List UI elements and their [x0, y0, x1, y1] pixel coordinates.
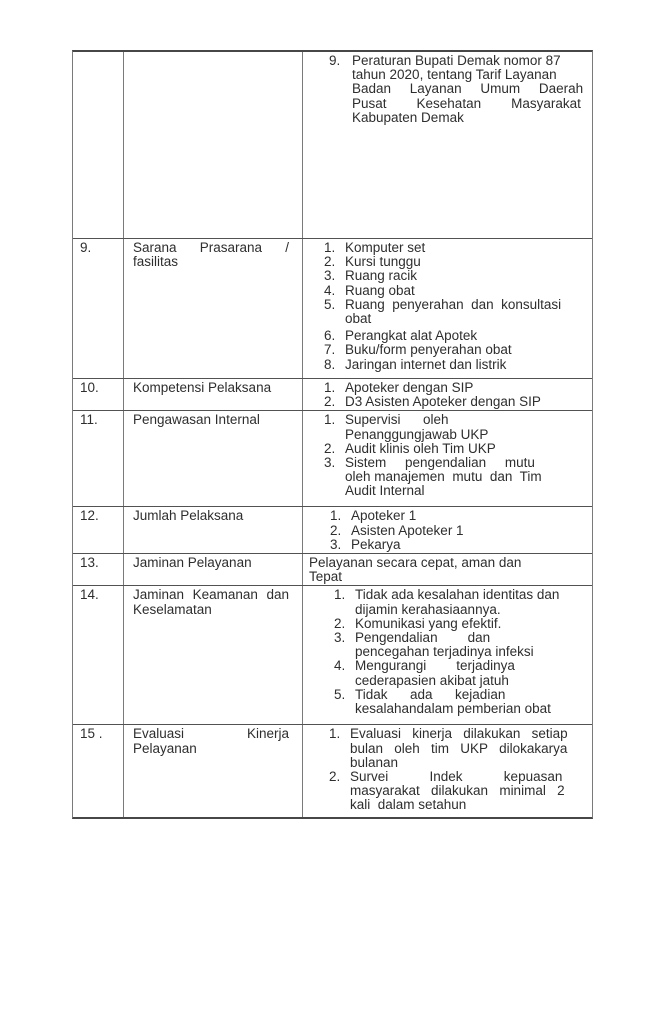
service-standard-table [72, 50, 593, 819]
plain-text-line: Tepat [309, 569, 343, 585]
table-row [73, 554, 592, 586]
list-item-line: masyarakat dilakukan minimal 2 [350, 783, 565, 799]
table-row [73, 725, 592, 817]
table-row [73, 411, 592, 507]
row-number-cell [73, 239, 124, 378]
list-item-line: Peraturan Bupati Demak nomor 87 [352, 53, 561, 68]
list-item-text [345, 358, 584, 372]
list-item-line: kesalahandalam pemberian obat [355, 701, 551, 717]
list-item-text [345, 241, 584, 255]
list-item-line: Pengendalian dan [355, 630, 491, 646]
list-item-line: Buku/form penyerahan obat [345, 342, 512, 358]
list-item-text [355, 688, 584, 716]
list-item [329, 770, 584, 813]
list-item-text [345, 298, 584, 326]
list-item-line: Tidak ada kesalahan identitas dan [355, 587, 560, 603]
list-item-text [351, 524, 584, 538]
row-label-line: Pelayanan [133, 740, 197, 756]
list-item-number: 2. [324, 254, 336, 270]
list-item [324, 381, 584, 395]
list-item-line: Perangkat alat Apotek [345, 328, 478, 344]
plain-text [303, 556, 584, 584]
list-item-number: 3. [334, 630, 346, 646]
list-item-number: 2. [334, 615, 346, 631]
row-label-line: Pengawasan Internal [133, 412, 260, 428]
list-item [324, 456, 584, 499]
list-item-text [345, 284, 584, 298]
list-item-line: Tidak ada kejadian [355, 686, 506, 702]
list-item-number: 6. [324, 328, 336, 344]
list-item-number: 4. [324, 282, 336, 298]
row-number-cell [73, 586, 124, 724]
list-item-line: Badan Layanan Umum Daerah [352, 81, 584, 97]
list-item-number: 8. [324, 356, 336, 372]
list-item-line: D3 Asisten Apoteker dengan SIP [345, 394, 541, 410]
row-label-cell [124, 239, 303, 378]
row-content-cell [303, 725, 592, 817]
list-item [324, 343, 584, 357]
list-item-number: 5. [334, 686, 346, 702]
row-number: 11. [80, 412, 98, 428]
list-item-line: Ruang obat [345, 282, 415, 298]
row-content-cell [303, 239, 592, 378]
row-label-line: Keselamatan [133, 601, 212, 617]
row-number-cell [73, 52, 124, 238]
numbered-list [303, 54, 584, 125]
list-item [334, 631, 584, 659]
row-label-cell [124, 554, 303, 585]
row-number-cell [73, 507, 124, 553]
list-item [324, 413, 584, 441]
list-item-number: 4. [334, 658, 346, 674]
list-item [324, 241, 584, 255]
list-item [324, 269, 584, 283]
list-item [334, 588, 584, 616]
list-item [324, 298, 584, 326]
list-item-line: bulanan [350, 754, 399, 770]
list-item-text [352, 54, 584, 125]
table-row [73, 239, 592, 379]
list-item-line: Sistem pengendalian mutu [345, 455, 535, 471]
list-item-number: 2. [324, 440, 336, 456]
row-number-cell [73, 725, 124, 817]
list-item-number: 3. [330, 536, 342, 552]
list-item [324, 442, 584, 456]
list-item-line: Pusat Kesehatan Masyarakat [352, 95, 581, 111]
row-label-line: Jaminan Keamanan dan [133, 587, 289, 603]
list-item-line: Evaluasi kinerja dilakukan setiap [350, 726, 568, 742]
list-item-line: oleh manajemen mutu dan Tim [345, 469, 542, 485]
list-item-number: 9. [329, 53, 341, 68]
row-label-cell [124, 725, 303, 817]
list-item-text [345, 255, 584, 269]
row-number: 9. [80, 240, 92, 255]
list-item [329, 54, 584, 125]
list-item-line: Survei Indek kepuasan [350, 769, 563, 785]
list-item-number: 1. [334, 587, 346, 603]
list-item-number: 2. [324, 394, 336, 410]
list-item-line: Apoteker dengan SIP [345, 380, 474, 395]
list-item-text [345, 343, 584, 357]
list-item-line: tahun 2020, tentang Tarif Layanan [352, 67, 557, 83]
list-item-line: Pekarya [351, 536, 401, 552]
list-item-text [355, 631, 584, 659]
row-content-cell [303, 586, 592, 724]
numbered-list [303, 381, 584, 409]
list-item-number: 3. [324, 268, 336, 284]
list-item-text [355, 588, 584, 616]
list-item-text [345, 381, 584, 395]
list-item [324, 284, 584, 298]
list-item-number: 1. [324, 240, 336, 255]
list-item-text [351, 509, 584, 523]
row-label-line: Jumlah Pelaksana [133, 508, 244, 524]
list-item-text [345, 395, 584, 409]
list-item-line: obat [345, 311, 372, 327]
row-number-cell [73, 411, 124, 506]
row-content-cell [303, 52, 592, 238]
table-row [73, 52, 592, 239]
plain-text-line: Pelayanan secara cepat, aman dan [309, 555, 522, 571]
list-item-number: 7. [324, 342, 336, 358]
list-item-line: Ruang penyerahan dan konsultasi [345, 296, 562, 312]
list-item-line: Apoteker 1 [351, 508, 417, 524]
list-item [324, 358, 584, 372]
list-item-text [355, 659, 584, 687]
row-label-line: Evaluasi Kinerja [133, 726, 289, 742]
table-row [73, 586, 592, 725]
list-item-line: Asisten Apoteker 1 [351, 522, 464, 538]
list-item-number: 5. [324, 296, 336, 312]
list-item-text [350, 770, 584, 813]
list-item-line: Audit Internal [345, 483, 425, 499]
row-content-cell [303, 554, 592, 585]
row-label-cell [124, 507, 303, 553]
row-label-cell [124, 411, 303, 506]
row-label-cell [124, 52, 303, 238]
list-item-line: Kabupaten Demak [352, 109, 464, 125]
row-label-line: Jaminan Pelayanan [133, 555, 252, 571]
list-item-text [345, 329, 584, 343]
list-item-text [345, 413, 584, 441]
row-number: 15 . [80, 726, 103, 742]
list-item-number: 2. [329, 769, 341, 785]
row-number-cell [73, 554, 124, 585]
list-item-line: Komunikasi yang efektif. [355, 615, 502, 631]
row-label-line: fasilitas [133, 254, 179, 270]
list-item [329, 727, 584, 770]
list-item-text [345, 269, 584, 283]
list-item-line: Penanggungjawab UKP [345, 426, 489, 442]
list-item-line: Jaringan internet dan listrik [345, 356, 507, 372]
row-content-cell [303, 507, 592, 553]
row-content-cell [303, 379, 592, 410]
row-label-line: Sarana Prasarana / [133, 240, 289, 255]
list-item [330, 538, 584, 552]
list-item-line: cederapasien akibat jatuh [355, 672, 509, 688]
list-item-line: kali dalam setahun [350, 797, 467, 813]
list-item-line: Komputer set [345, 240, 426, 255]
list-item [334, 659, 584, 687]
row-number: 10. [80, 380, 99, 395]
row-content-cell [303, 411, 592, 506]
list-item-text [351, 538, 584, 552]
list-item [324, 395, 584, 409]
numbered-list [303, 588, 584, 716]
list-item-text [345, 456, 584, 499]
row-number: 12. [80, 508, 99, 524]
row-number: 13. [80, 555, 99, 571]
list-item-number: 1. [324, 412, 336, 428]
numbered-list [303, 727, 584, 812]
list-item-line: Supervisi oleh [345, 412, 449, 428]
row-label-line: Kompetensi Pelaksana [133, 380, 272, 395]
list-item [324, 255, 584, 269]
numbered-list [303, 413, 584, 498]
list-item-line: Ruang racik [345, 268, 418, 284]
list-item-number: 1. [330, 508, 342, 524]
list-item-line: Kursi tunggu [345, 254, 421, 270]
list-item-number: 1. [324, 380, 336, 395]
list-item [334, 617, 584, 631]
list-item-number: 1. [329, 726, 341, 742]
list-item-number: 2. [330, 522, 342, 538]
list-item [330, 509, 584, 523]
table-row [73, 379, 592, 411]
list-item-text [355, 617, 584, 631]
row-label-cell [124, 586, 303, 724]
list-item [334, 688, 584, 716]
list-item-line: pencegahan terjadinya infeksi [355, 644, 534, 660]
list-item-text [345, 442, 584, 456]
list-item-line: dijamin kerahasiaannya. [355, 601, 501, 617]
list-item [330, 524, 584, 538]
list-item-line: Mengurangi terjadinya [355, 658, 515, 674]
list-item [324, 329, 584, 343]
numbered-list [303, 241, 584, 372]
row-number-cell [73, 379, 124, 410]
list-item-line: Audit klinis oleh Tim UKP [345, 440, 496, 456]
row-label-cell [124, 379, 303, 410]
list-item-text [350, 727, 584, 770]
list-item-number: 3. [324, 455, 336, 471]
list-item-line: bulan oleh tim UKP dilokakarya [350, 740, 568, 756]
numbered-list [303, 509, 584, 552]
table-row [73, 507, 592, 554]
row-number: 14. [80, 587, 99, 603]
